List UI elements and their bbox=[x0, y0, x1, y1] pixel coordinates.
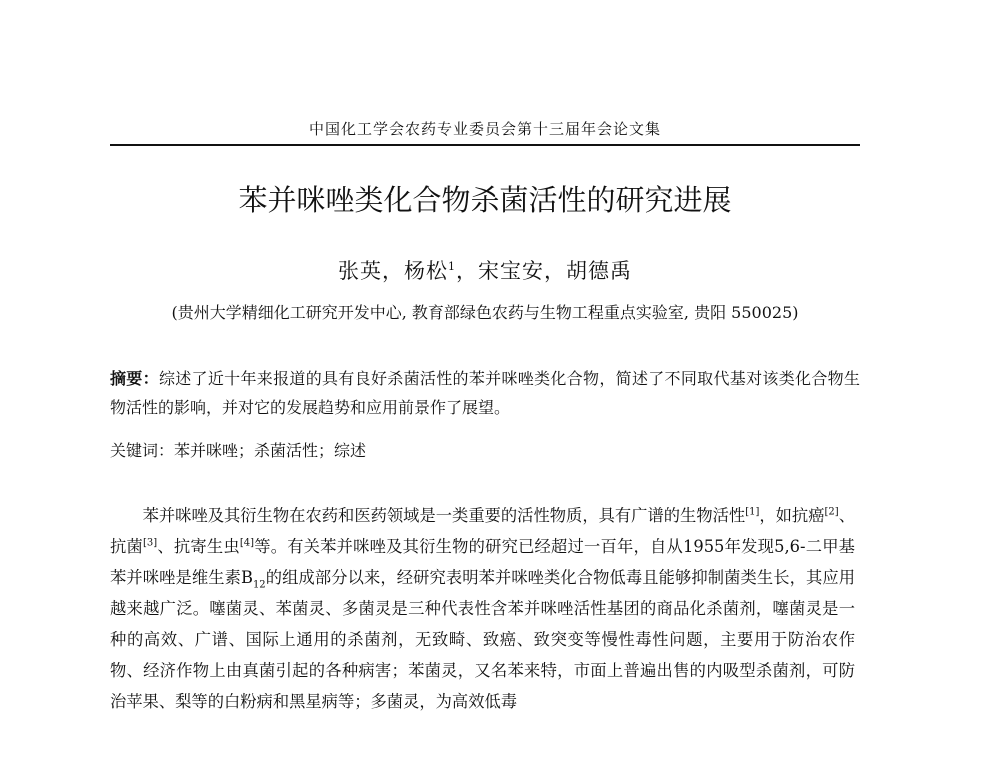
abstract bbox=[110, 364, 860, 422]
body-text bbox=[110, 500, 855, 717]
authors-part-1: 张英，杨松 bbox=[338, 259, 448, 283]
paper-title: 苯并咪唑类化合物杀菌活性的研究进展 bbox=[238, 183, 732, 217]
body-sentence: 、抗寄生虫 bbox=[157, 537, 240, 556]
abstract-text: 综述了近十年来报道的具有良好杀菌活性的苯并咪唑类化合物，简述了不同取代基对该类化合物生物活性的影响，并对它的发展趋势和应用前景作了展望。 bbox=[110, 369, 860, 417]
body-sentence: 、抗菌 bbox=[110, 506, 855, 556]
body-sentence: ，如抗癌 bbox=[759, 506, 825, 525]
body-sentence: 的组成部分以来，经研究表明苯并咪唑类化合物低毒且能够抑制菌类生长，其应用越来越广泛。噻菌灵、苯菌灵、多菌灵是三种代表性含苯并咪唑活性基团的商品化杀菌剂，噻菌灵是一种的高效、广谱、国际上通用的杀菌剂，无致畸、致癌、致突变等慢性毒性问题，主要用于防治农作物、经济作物上由真菌引起的各种病害；苯菌灵，又名苯来特，市面上普遍出售的内吸型杀菌剂，可防治苹果、梨等的白粉病和黑星病等；多菌灵，为高效低毒 bbox=[110, 568, 855, 711]
keywords-text: 苯并咪唑；杀菌活性；综述 bbox=[174, 441, 367, 460]
affiliation: (贵州大学精细化工研究开发中心, 教育部绿色农药与生物工程重点实验室, 贵阳 550025) bbox=[171, 303, 799, 322]
vitamin-subscript: 12 bbox=[252, 579, 266, 591]
body-sentence: 苯并咪唑及其衍生物在农药和医药领域是一类重要的活性物质，具有广谱的生物活性 bbox=[142, 506, 746, 525]
body-sentence: 等。有关苯并咪唑及其衍生物的研究已经超过一百年，自从1955年发现5,6-二甲基苯并咪唑是维生素B bbox=[110, 537, 855, 587]
citation-ref: [2] bbox=[824, 506, 839, 518]
affiliation-mark: 1 bbox=[448, 260, 456, 273]
citation-ref: [1] bbox=[745, 506, 760, 518]
abstract-label: 摘要： bbox=[110, 369, 159, 388]
keywords bbox=[110, 436, 860, 465]
citation-ref: [3] bbox=[142, 537, 158, 549]
keywords-label: 关键词： bbox=[110, 441, 175, 460]
body-paragraph bbox=[110, 500, 855, 717]
citation-ref: [4] bbox=[239, 537, 254, 549]
header-rule bbox=[110, 144, 860, 146]
authors-part-2: ，宋宝安，胡德禹 bbox=[456, 259, 632, 283]
running-head: 中国化工学会农药专业委员会第十三届年会论文集 bbox=[308, 120, 661, 138]
author-list bbox=[110, 255, 860, 285]
